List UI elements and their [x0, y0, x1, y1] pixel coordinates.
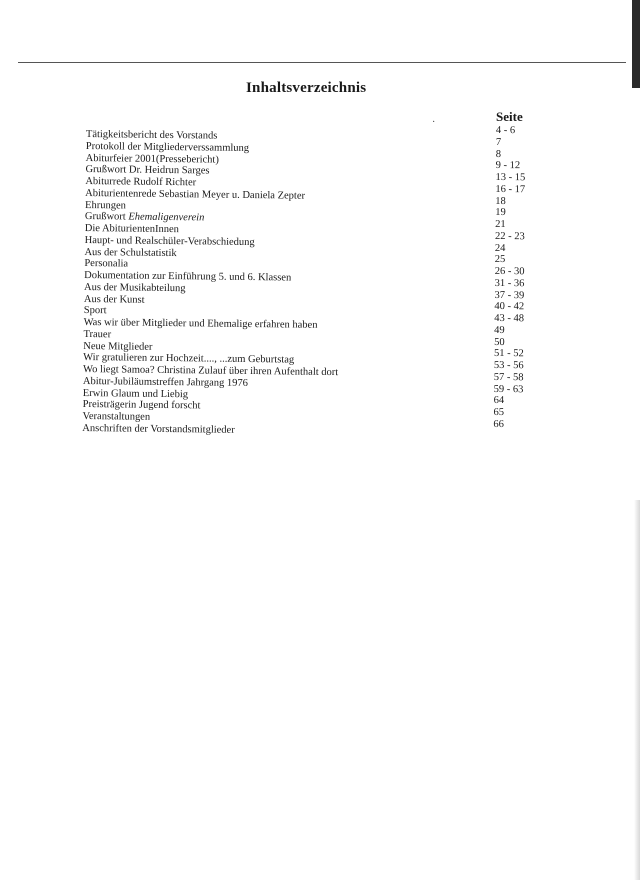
toc-entry-pages: 31 - 36	[494, 277, 525, 290]
toc-entry-text: Personalia	[84, 258, 129, 270]
toc-entry-text: Aus der Schulstatistik	[84, 246, 177, 259]
toc-entry-pages: 37 - 39	[494, 289, 525, 301]
toc-entry-text: Trauer	[83, 328, 112, 341]
toc-entry-text: Tätigkeitsbericht des Vorstands	[85, 129, 218, 142]
toc-entry-italic-text: Ehemaligenverein	[128, 211, 205, 224]
toc-entry-pages: 50	[494, 336, 505, 348]
document-title: Inhaltsverzeichnis	[246, 80, 367, 96]
toc-entry-pages: 65	[493, 406, 505, 419]
scan-edge-fade	[634, 500, 640, 880]
toc-entry-text: Die AbiturientenInnen	[84, 222, 180, 236]
toc-entry-text: Dokumentation zur Einführung 5. und 6. Klassen	[84, 269, 292, 284]
toc-entry-text: Grußwort	[84, 211, 129, 223]
toc-entry-pages: 22 - 23	[494, 230, 525, 243]
toc-entry-text: Neue Mitglieder	[83, 340, 153, 353]
toc-entry-pages: 9 - 12	[495, 160, 521, 172]
toc-entry-pages: 49	[494, 324, 505, 336]
toc-page-numbers	[493, 125, 525, 431]
page-column-header: Seite	[496, 109, 523, 124]
toc-entry-title	[82, 423, 337, 438]
toc-entry-text: Ehrungen	[85, 199, 126, 211]
toc-entry-pages: 25	[494, 254, 506, 266]
toc-entry-text: Aus der Kunst	[83, 293, 145, 306]
toc-entry-pages: 53 - 56	[493, 359, 524, 372]
toc-entry-pages: 57 - 58	[493, 371, 524, 383]
toc-entry-pages: 43 - 48	[494, 312, 525, 325]
toc-entry-text: Wo liegt Samoa? Christina Zulauf über ihren Aufenthalt dort	[82, 363, 339, 379]
toc-entry-pages: 21	[495, 218, 506, 231]
toc-entry-text: Grußwort Dr. Heidrun Sarges	[85, 164, 210, 177]
toc-entry-pages: 40 - 42	[494, 301, 525, 313]
toc-entry-pages: 59 - 63	[493, 383, 524, 395]
toc-entry-text: Abiturientenrede Sebastian Meyer u. Daniela Zepter	[85, 187, 306, 202]
toc-entry-text: Anschriften der Vorstandsmitglieder	[82, 422, 235, 436]
toc-entry-pages: 7	[495, 136, 502, 148]
toc-entry-pages: 4 - 6	[495, 125, 516, 137]
toc-entry-text: Abiturrede Rudolf Richter	[85, 175, 197, 189]
toc-entry-pages: 16 - 17	[495, 183, 526, 196]
toc-entry-pages: 26 - 30	[494, 265, 525, 278]
scan-edge-shadow	[632, 0, 640, 88]
toc-entry-pages: 18	[495, 195, 506, 207]
toc-entry-pages: 51 - 52	[493, 348, 524, 360]
toc-entry-text: Abitur-Jubiläumstreffen Jahrgang 1976	[82, 375, 249, 389]
toc-entry-text: Abiturfeier 2001(Pressebericht)	[85, 152, 219, 166]
toc-entry-pages: 64	[493, 395, 505, 407]
toc-entry-text: Protokoll der Mitgliederverssammlung	[85, 140, 250, 154]
toc-entry-text: Haupt- und Realschüler-Verabschiedung	[84, 234, 255, 248]
toc-entry-pages: 19	[495, 207, 506, 219]
toc-entry-pages: 8	[495, 148, 502, 160]
toc-entry-text: Erwin Glaum und Liebig	[82, 387, 189, 400]
toc-entry-text: Preisträgerin Jugend forscht	[82, 399, 201, 412]
stray-mark: ·	[432, 117, 436, 128]
top-rule	[18, 62, 626, 63]
toc-titles	[82, 129, 341, 438]
toc-entry-text: Sport	[83, 305, 107, 317]
toc-entry-pages: 66	[493, 418, 504, 430]
toc-entry-text: Veranstaltungen	[82, 410, 151, 423]
toc-entry-pages: 24	[494, 242, 506, 254]
toc-entry-text: Wir gratulieren zur Hochzeit...., ...zum Geburtstag	[83, 352, 295, 366]
toc-entry-text: Was wir über Mitglieder und Ehemalige erfahren haben	[83, 316, 318, 331]
toc-entry-pages: 13 - 15	[495, 171, 526, 184]
toc-entry-text: Aus der Musikabteilung	[83, 281, 186, 294]
